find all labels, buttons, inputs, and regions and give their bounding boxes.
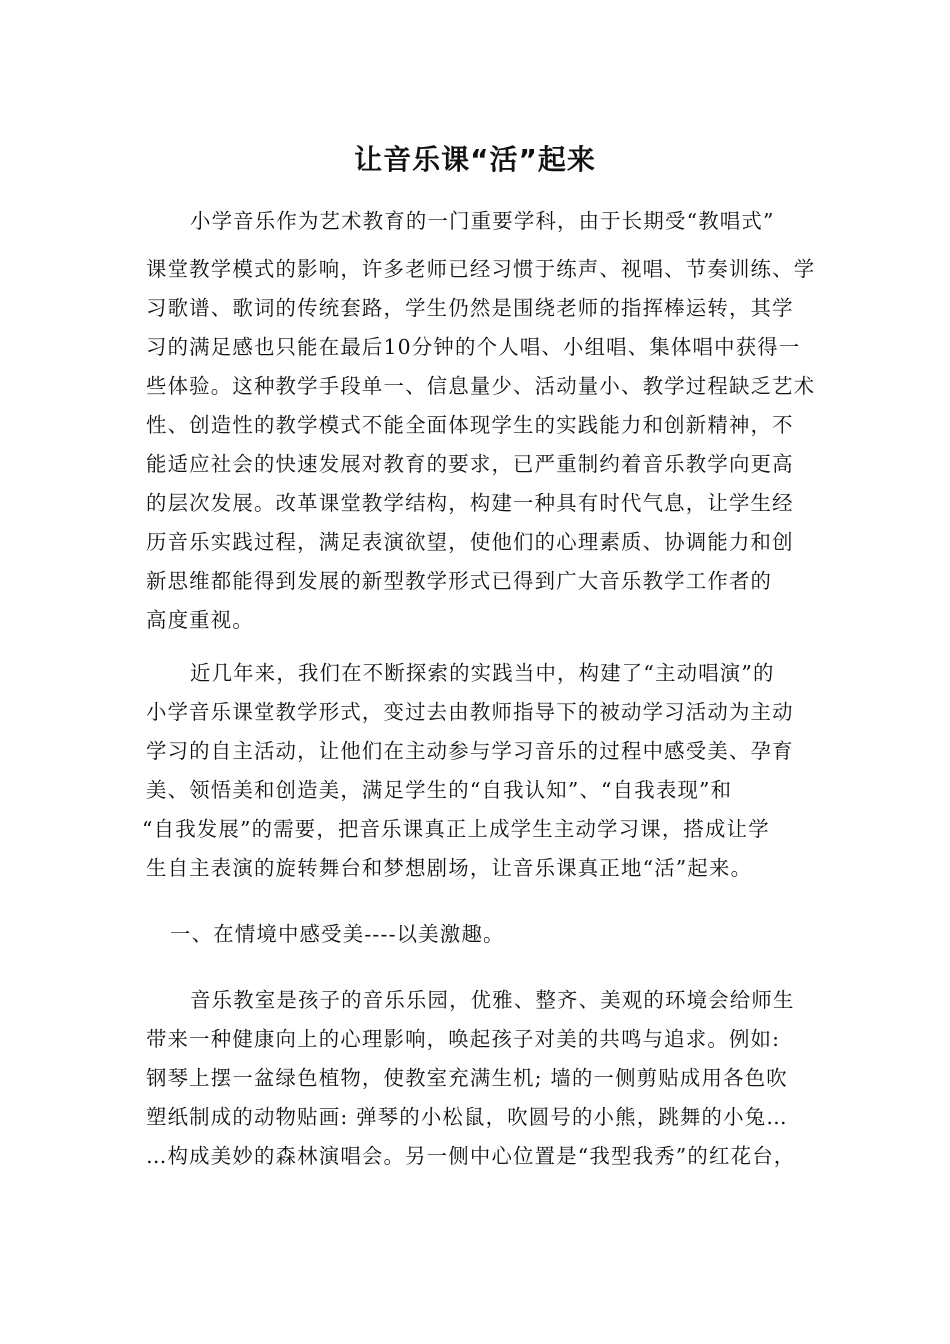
paragraph-2-line: 生自主表演的旋转舞台和梦想剧场，让音乐课真正地“活”起来。	[146, 856, 753, 880]
paragraph-1-line: 的层次发展。改革课堂教学结构，构建一种具有时代气息，让学生经	[146, 491, 794, 515]
paragraph-1-line: 高度重视。	[146, 608, 254, 632]
paragraph-2-line: 学习的自主活动，让他们在主动参与学习音乐的过程中感受美、孕育	[146, 739, 794, 763]
paragraph-1-line: 习歌谱、歌词的传统套路，学生仍然是围绕老师的指挥棒运转，其学	[146, 296, 794, 320]
paragraph-3-line: 钢琴上摆一盆绿色植物，使教室充满生机; 墙的一侧剪贴成用各色吹	[146, 1066, 788, 1090]
document-title: 让音乐课“活”起来	[354, 143, 596, 176]
paragraph-3-line: …构成美妙的森林演唱会。另一侧中心位置是“我型我秀”的红花台，	[146, 1144, 796, 1168]
paragraph-1-line: 历音乐实践过程，满足表演欲望，使他们的心理素质、协调能力和创	[146, 530, 794, 554]
paragraph-2-line: 近几年来，我们在不断探索的实践当中，构建了“主动唱演”的	[190, 661, 775, 685]
paragraph-1-line: 能适应社会的快速发展对教育的要求，已严重制约着音乐教学向更高	[146, 452, 794, 476]
paragraph-1-line: 习的满足感也只能在最后10分钟的个人唱、小组唱、集体唱中获得一	[146, 335, 801, 359]
paragraph-1-line: 性、创造性的教学模式不能全面体现学生的实践能力和创新精神，不	[146, 413, 794, 437]
paragraph-1-line: 新思维都能得到发展的新型教学形式已得到广大音乐教学工作者的	[146, 569, 773, 593]
paragraph-2-line: 美、领悟美和创造美，满足学生的“自我认知”、“自我表现”和	[146, 778, 733, 802]
paragraph-1-line: 些体验。这种教学手段单一、信息量少、活动量小、教学过程缺乏艺术	[146, 374, 816, 398]
paragraph-1-line: 小学音乐作为艺术教育的一门重要学科，由于长期受“教唱式”	[190, 209, 775, 233]
paragraph-3-line: 音乐教室是孩子的音乐乐园，优雅、整齐、美观的环境会给师生	[190, 988, 795, 1012]
paragraph-3-line: 塑纸制成的动物贴画: 弹琴的小松鼠，吹圆号的小熊，跳舞的小兔…	[146, 1105, 788, 1129]
paragraph-2-line: “自我发展”的需要，把音乐课真正上成学生主动学习课，搭成让学	[142, 817, 770, 841]
paragraph-1-line: 课堂教学模式的影响，许多老师已经习惯于练声、视唱、节奏训练、学	[146, 257, 816, 281]
paragraph-2-line: 小学音乐课堂教学形式，变过去由教师指导下的被动学习活动为主动	[146, 700, 794, 724]
section-heading: 一、在情境中感受美----以美激趣。	[170, 922, 505, 946]
paragraph-3-line: 带来一种健康向上的心理影响，唤起孩子对美的共鸣与追求。例如:	[146, 1027, 781, 1051]
